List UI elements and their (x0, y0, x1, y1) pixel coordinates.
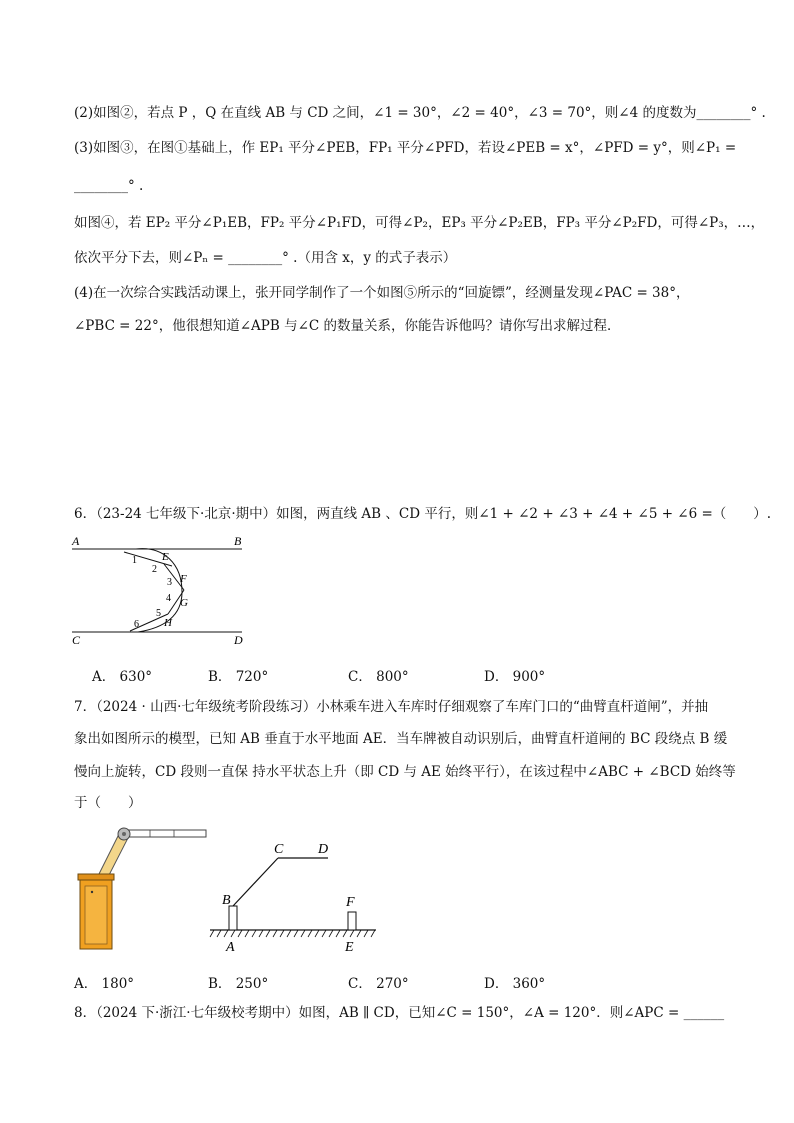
q7-stem-1: 7．（2024 · 山西·七年级统考阶段练习）小林乘车进入车库时仔细观察了车库门口的“曲臂直杆道闸”，并抽 (74, 699, 709, 715)
q7-option-d[interactable]: D． 360° (484, 976, 546, 992)
q8-stem: 8．（2024 下·浙江·七年级校考期中）如图，AB ∥ CD，已知∠C = 150°，∠A = 120°．则∠APC = ______ (74, 1005, 725, 1021)
q7-stem-3: 慢向上旋转，CD 段则一直保 持水平状态上升（即 CD 与 AE 始终平行），在该过程中∠ABC + ∠BCD 始终等 (74, 764, 736, 780)
label-B: B (234, 534, 242, 548)
angle-4: 4 (166, 593, 171, 604)
label-E: E (345, 940, 354, 955)
q7-stem-2: 象出如图所示的模型，已知 AB 垂直于水平地面 AE．当车牌被自动识别后，曲臂直杆道闸的 BC 段绕点 B 缓 (74, 731, 728, 747)
q5-part2: (2)如图②，若点 P ，Q 在直线 AB 与 CD 之间，∠1 = 30°，∠2 = 40°，∠3 = 70°，则∠4 的度数为________° . (74, 105, 766, 121)
label-B: B (222, 893, 231, 908)
label-F: F (180, 573, 187, 585)
label-D: D (234, 633, 243, 647)
angle-2: 2 (152, 564, 157, 575)
q7-model-figure (204, 836, 382, 960)
label-C: C (72, 633, 81, 647)
q7-stem-4: 于（ ） (74, 795, 142, 811)
q7-barrier-illustration (74, 826, 210, 952)
q5-part3: (3)如图③，在图①基础上，作 EP₁ 平分∠PEB，FP₁ 平分∠PFD，若设∠PEB = x°，∠PFD = y°，则∠P₁ = (74, 140, 737, 156)
q6-option-d[interactable]: D． 900° (484, 669, 546, 685)
q5-part3-general: 依次平分下去，则∠Pₙ = ________° .（用含 x，y 的式子表示） (74, 250, 457, 266)
q5-part3-answer: ________° . (74, 178, 144, 194)
q7-option-b[interactable]: B． 250° (208, 976, 269, 992)
q6-option-c[interactable]: C． 800° (348, 669, 409, 685)
q6-stem: 6．（23-24 七年级下·北京·期中）如图，两直线 AB 、CD 平行，则∠1 + ∠2 + ∠3 + ∠4 + ∠5 + ∠6 =（ ）. (74, 506, 772, 522)
label-C: C (274, 842, 284, 857)
q6-option-a[interactable]: A． 630° (92, 669, 153, 685)
angle-3: 3 (167, 577, 172, 588)
q5-part4: (4)在一次综合实践活动课上，张开同学制作了一个如图⑤所示的“回旋镖”，经测量发现∠PAC = 38°， (74, 285, 690, 301)
label-F: F (346, 895, 355, 910)
angle-1: 1 (132, 555, 137, 566)
q7-option-c[interactable]: C． 270° (348, 976, 409, 992)
q5-part4-cont: ∠PBC = 22°，他很想知道∠APB 与∠C 的数量关系，你能告诉他吗？请你写出求解过程． (74, 318, 621, 334)
label-G: G (180, 597, 188, 609)
angle-5: 5 (156, 608, 161, 619)
angle-6: 6 (134, 619, 139, 630)
label-D: D (318, 842, 329, 857)
q7-option-a[interactable]: A． 180° (74, 976, 135, 992)
label-A: A (72, 534, 80, 548)
label-A: A (226, 940, 235, 955)
q5-part3-extension: 如图④，若 EP₂ 平分∠P₁EB，FP₂ 平分∠P₁FD，可得∠P₂，EP₃ 平分∠P₂EB，FP₃ 平分∠P₂FD，可得∠P₃，…， (74, 215, 765, 231)
label-H: H (164, 617, 172, 629)
label-E: E (162, 551, 169, 563)
q6-option-b[interactable]: B． 720° (208, 669, 269, 685)
q6-figure (64, 534, 254, 650)
